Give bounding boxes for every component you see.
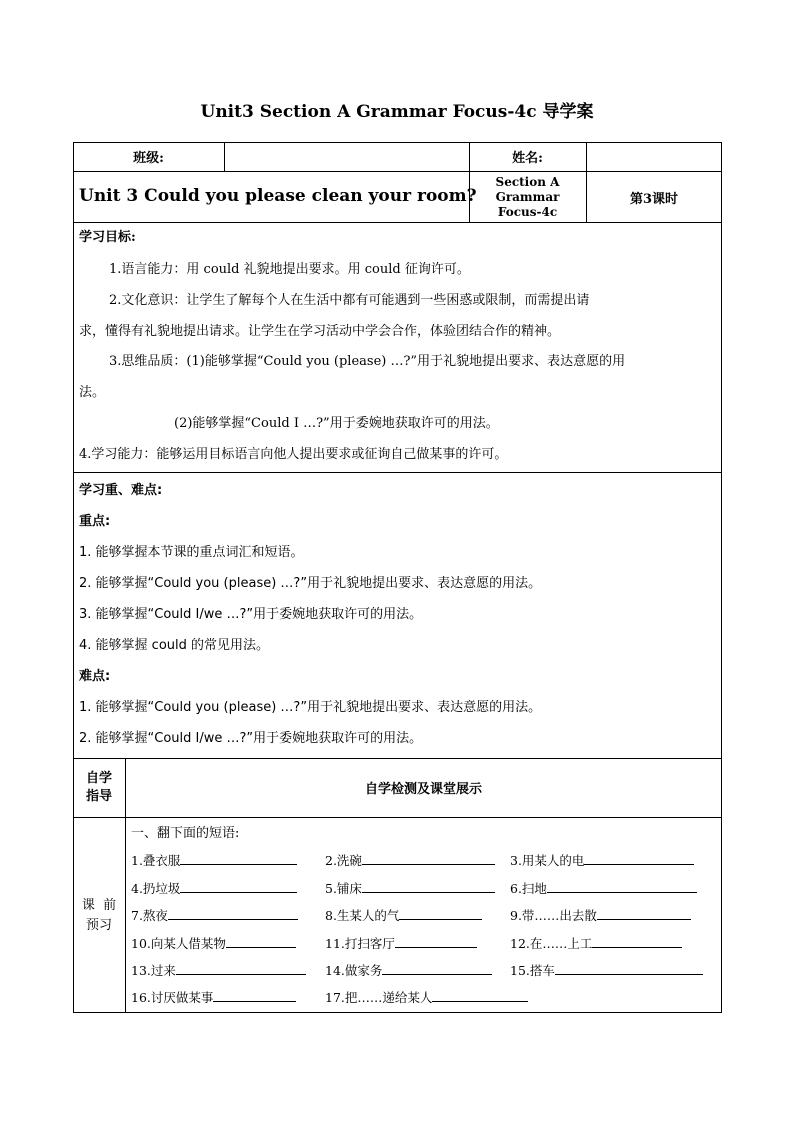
objective-3b: 法。 xyxy=(79,385,106,400)
answer-blank[interactable] xyxy=(382,962,492,975)
answer-blank[interactable] xyxy=(180,880,297,893)
answer-blank[interactable] xyxy=(399,907,482,920)
objective-2b: 求，懂得有礼貌地提出请求。让学生在学习活动中学会合作，体验团结合作的精神。 xyxy=(79,324,561,339)
section-line3: Focus-4c xyxy=(497,204,558,219)
objective-2a: 2.文化意识：让学生了解每个人在生活中都有可能遇到一些困惑或限制，而需提出请 xyxy=(109,293,590,308)
phrase-item: 9.带……出去散 xyxy=(510,906,691,924)
answer-blank[interactable] xyxy=(213,989,296,1002)
section-info xyxy=(469,172,586,222)
phrase-item: 15.搭车 xyxy=(510,961,703,979)
phrase-item: 7.熬夜 xyxy=(131,906,298,924)
answer-blank[interactable] xyxy=(395,935,477,948)
objective-1: 1.语言能力：用 could 礼貌地提出要求。用 could 征询许可。 xyxy=(109,262,470,277)
exercise-heading: 一、翻下面的短语: xyxy=(131,826,240,841)
keypoints-heading: 学习重、难点: xyxy=(79,483,163,498)
phrase-item: 1.叠衣服 xyxy=(131,851,297,869)
difficult-point-1: 1. 能够掌握“Could you (please) …?”用于礼貌地提出要求、表达意愿的用法。 xyxy=(79,700,542,715)
answer-blank[interactable] xyxy=(362,852,495,865)
phrase-item: 2.洗碗 xyxy=(325,851,495,869)
objectives-heading: 学习目标: xyxy=(79,230,136,245)
row-divider xyxy=(73,472,722,473)
row-divider xyxy=(73,817,722,818)
phrase-item: 12.在……上工 xyxy=(510,934,682,952)
answer-blank[interactable] xyxy=(597,907,691,920)
key-point-4: 4. 能够掌握 could 的常见用法。 xyxy=(79,638,270,653)
phrase-item: 11.打扫客厅 xyxy=(325,934,477,952)
objective-4: 4.学习能力：能够运用目标语言向他人提出要求或征询自己做某事的许可。 xyxy=(79,447,508,462)
answer-blank[interactable] xyxy=(584,852,694,865)
phrase-item: 14.做家务 xyxy=(325,961,492,979)
answer-blank[interactable] xyxy=(555,962,703,975)
phrase-item: 8.生某人的气 xyxy=(325,906,482,924)
difficult-point-2: 2. 能够掌握“Could I/we …?”用于委婉地获取许可的用法。 xyxy=(79,731,423,746)
phrase-item: 6.扫地 xyxy=(510,879,697,897)
key-point-2: 2. 能够掌握“Could you (please) …?”用于礼貌地提出要求、表达意愿的用法。 xyxy=(79,576,542,591)
key-point-3: 3. 能够掌握“Could I/we …?”用于委婉地获取许可的用法。 xyxy=(79,607,423,622)
document-title: Unit3 Section A Grammar Focus-4c 导学案 xyxy=(200,102,594,122)
answer-blank[interactable] xyxy=(547,880,697,893)
answer-blank[interactable] xyxy=(226,935,296,948)
key-heading: 重点: xyxy=(79,514,111,529)
phrase-item: 10.向某人借某物 xyxy=(131,934,296,952)
section-line1: Section A xyxy=(495,174,560,189)
answer-blank[interactable] xyxy=(362,880,495,893)
preview-line1: 课 前 xyxy=(81,897,117,913)
objective-3a: 3.思维品质：(1)能够掌握“Could you (please) …?”用于礼貌地提出要求、表达意愿的用 xyxy=(109,354,626,369)
phrase-item: 16.讨厌做某事 xyxy=(131,988,296,1006)
class-label: 班级: xyxy=(133,151,164,166)
difficult-heading: 难点: xyxy=(79,669,111,684)
phrase-item: 5.铺床 xyxy=(325,879,495,897)
guide-line1: 自学 xyxy=(85,770,112,786)
unit-title: Unit 3 Could you please clean your room? xyxy=(79,186,477,206)
phrase-item: 3.用某人的电 xyxy=(510,851,694,869)
answer-blank[interactable] xyxy=(168,907,298,920)
preview-line2: 预习 xyxy=(85,917,112,933)
answer-blank[interactable] xyxy=(176,962,306,975)
display-title: 自学检测及课堂展示 xyxy=(364,782,482,797)
key-point-1: 1. 能够掌握本节课的重点词汇和短语。 xyxy=(79,545,304,560)
class-field[interactable] xyxy=(225,143,469,171)
objective-3c: (2)能够掌握“Could I …?”用于委婉地获取许可的用法。 xyxy=(174,416,499,431)
phrase-item: 17.把……递给某人 xyxy=(325,988,528,1006)
section-line2: Grammar xyxy=(495,189,560,204)
self-study-guide xyxy=(73,758,125,817)
answer-blank[interactable] xyxy=(432,989,528,1002)
answer-blank[interactable] xyxy=(592,935,682,948)
name-field[interactable] xyxy=(587,143,721,171)
phrase-item: 4.扔垃圾 xyxy=(131,879,297,897)
row-divider xyxy=(73,222,722,223)
name-label: 姓名: xyxy=(512,151,543,166)
lesson-number: 第3课时 xyxy=(629,191,679,207)
pre-class-preview xyxy=(73,818,125,1013)
guide-line2: 指导 xyxy=(85,788,112,804)
answer-blank[interactable] xyxy=(180,852,297,865)
phrase-item: 13.过来 xyxy=(131,961,306,979)
